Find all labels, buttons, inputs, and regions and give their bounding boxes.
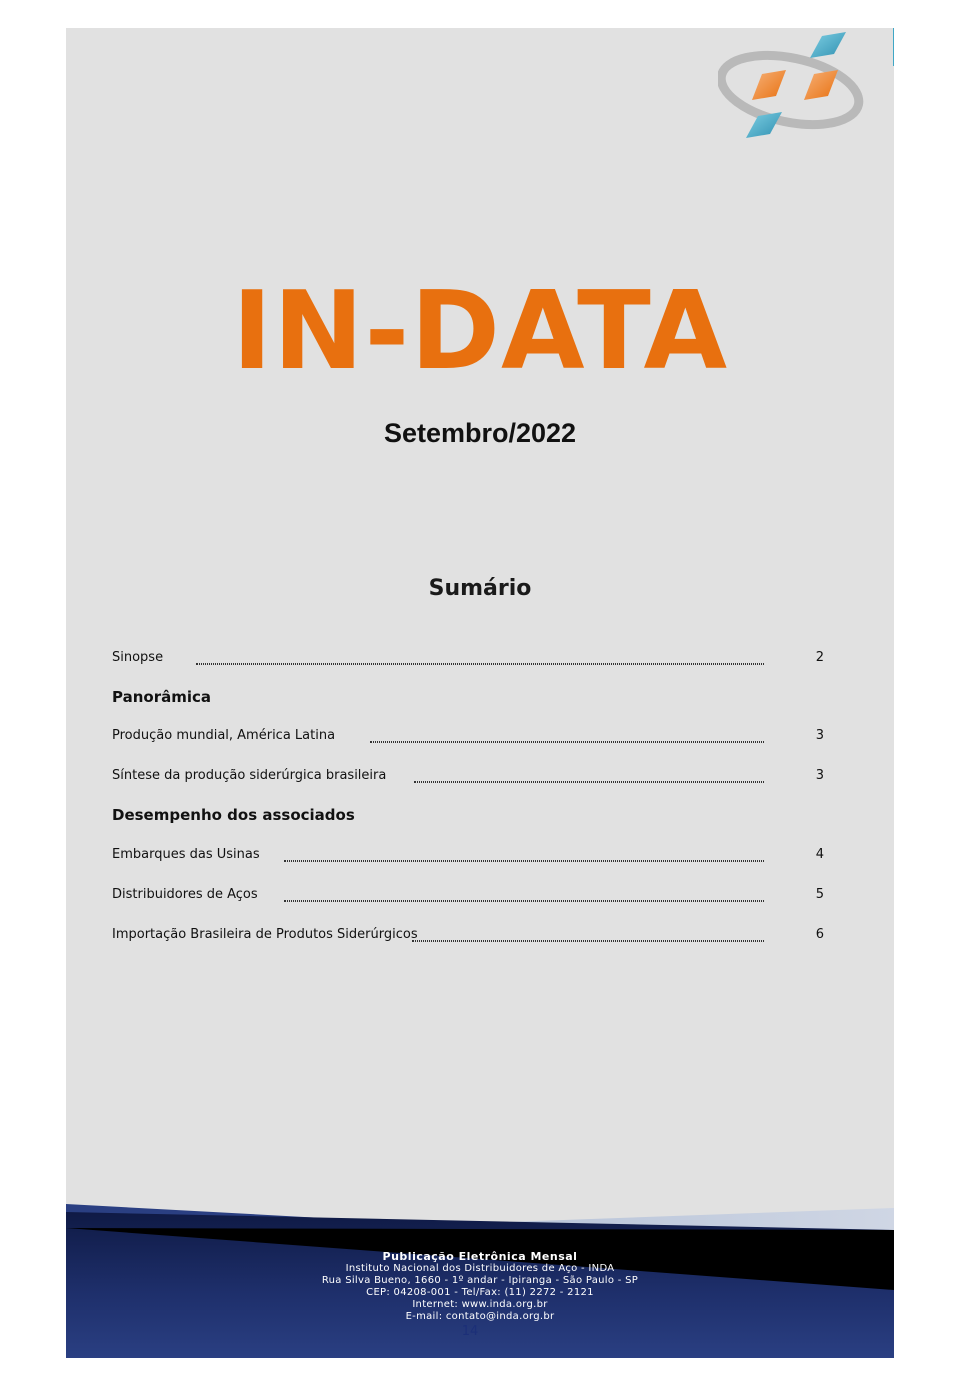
- toc-leader-dots: [284, 900, 764, 902]
- footer-institute: Instituto Nacional dos Distribuidores de Aço - INDA: [345, 1263, 615, 1274]
- footer-website-link[interactable]: Internet: www.inda.org.br: [412, 1299, 548, 1310]
- footer-title: Publicação Eletrônica Mensal: [382, 1250, 578, 1263]
- toc-entry-embarques[interactable]: [112, 845, 824, 867]
- footer-email-link[interactable]: E-mail: contato@inda.org.br: [405, 1311, 555, 1322]
- toc-section-panoramica: Panorâmica: [112, 688, 212, 706]
- edition-date: Setembro/2022: [383, 418, 577, 448]
- toc-entry-label: Produção mundial, América Latina: [112, 728, 336, 743]
- toc-leader-dots: [196, 663, 764, 665]
- toc-leader-dots: [412, 940, 764, 942]
- toc-entry-sinopse[interactable]: [112, 648, 824, 670]
- toc-leader-dots: [414, 781, 764, 783]
- toc-entry-page: 6: [815, 927, 824, 942]
- publication-title: IN-DATA: [231, 269, 729, 394]
- toc-leader-dots: [370, 741, 764, 743]
- toc-entry-label: Síntese da produção siderúrgica brasileira: [112, 768, 387, 783]
- toc-entry-label: Importação Brasileira de Produtos Siderúrgicos: [112, 927, 418, 942]
- page-number: 14: [461, 1324, 479, 1339]
- footer-address: Rua Silva Bueno, 1660 - 1º andar - Ipiranga - São Paulo - SP: [321, 1275, 639, 1286]
- toc-leader-dots: [284, 860, 764, 862]
- toc-entry-label: Sinopse: [112, 650, 164, 665]
- footer-contact-block: [66, 1250, 894, 1323]
- toc-entry-page: 3: [815, 768, 824, 783]
- inda-logo-icon: [718, 30, 868, 155]
- toc-entry-page: 5: [815, 887, 824, 902]
- toc-entry-page: 2: [815, 650, 824, 665]
- toc-title: Sumário: [428, 576, 532, 601]
- toc-entry-page: 4: [815, 847, 824, 862]
- footer-cep-phone: CEP: 04208-001 - Tel/Fax: (11) 2272 - 2121: [366, 1287, 594, 1298]
- toc-entry-label: Embarques das Usinas: [112, 847, 260, 862]
- toc-entry-label: Distribuidores de Aços: [112, 887, 258, 902]
- toc-section-desempenho: Desempenho dos associados: [112, 806, 355, 824]
- cover-page: [66, 28, 894, 1358]
- toc-entry-producao-mundial[interactable]: [112, 726, 824, 748]
- toc-entry-sintese-producao[interactable]: [112, 766, 824, 788]
- toc-entry-page: 3: [815, 728, 824, 743]
- toc-entry-distribuidores[interactable]: [112, 885, 824, 907]
- page-edge-accent: [893, 28, 894, 66]
- toc-entry-importacao[interactable]: [112, 925, 824, 947]
